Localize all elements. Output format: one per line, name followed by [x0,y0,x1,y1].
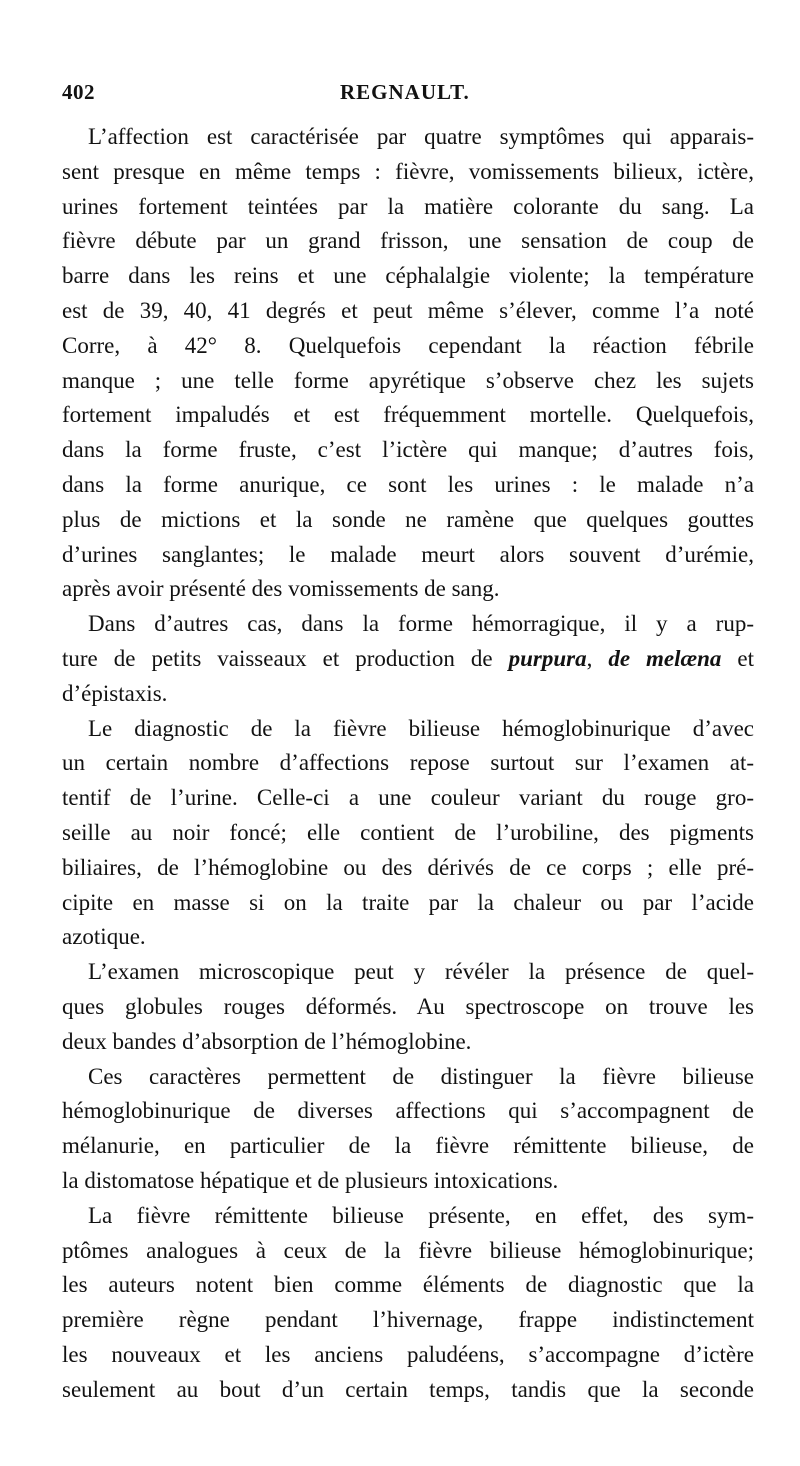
text-line: barre dans les reins et une céphalalgie violente; la température [62,263,754,289]
text-line: cipite en masse si on la traite par la chaleur ou par l’acide [62,889,754,915]
text-line: est de 39, 40, 41 degrés et peut même s’élever, comme l’a noté [62,297,754,323]
text-line: seulement au bout d’un certain temps, tandis que la seconde [62,1376,754,1402]
text-line: ques globules rouges déformés. Au spectroscope on trouve les [62,993,754,1019]
text-line: la distomatose hépatique et de plusieurs intoxications. [62,1167,559,1193]
paragraph-5 [62,1060,754,1199]
running-head: REGNAULT. [340,80,470,104]
text-line: tentif de l’urine. Celle-ci a une couleur variant du rouge gro- [62,785,754,811]
text-line: Corre, à 42° 8. Quelquefois cependant la réaction fébrile [62,332,754,358]
text-line: urines fortement teintées par la matière colorante du sang. La [62,193,754,219]
text-run: et [721,645,755,671]
text-line: ptômes analogues à ceux de la fièvre bilieuse hémoglobinurique; [62,1237,754,1263]
body-text [62,120,754,1407]
text-line: les auteurs notent bien comme éléments de diagnostic que la [62,1272,754,1298]
text-line: sent presque en même temps : fièvre, vomissements bilieux, ictère, [62,158,754,184]
paragraph-4 [62,955,754,1059]
text-line-with-italics [62,642,754,677]
text-line: Dans d’autres cas, dans la forme hémorragique, il y a rup- [88,611,754,637]
text-run: ture de petits vaisseaux et production de [62,645,493,671]
text-line: fièvre débute par un grand frisson, une sensation de coup de [62,228,754,254]
text-line: seille au noir foncé; elle contient de l’urobiline, des pigments [62,819,754,845]
text-line: hémoglobinurique de diverses affections qui s’accompagnent de [62,1098,754,1124]
text-line: d’urines sanglantes; le malade meurt alors souvent d’urémie, [62,541,754,567]
text-line: Ces caractères permettent de distinguer la fièvre bilieuse [88,1063,754,1089]
paragraph-1 [62,120,754,607]
text-line: deux bandes d’absorption de l’hémoglobine. [62,1028,472,1054]
page-number: 402 [62,80,95,104]
text-line: L’affection est caractérisée par quatre symptômes qui apparais- [88,124,754,149]
text-line: dans la forme fruste, c’est l’ictère qui manque; d’autres fois, [62,437,754,463]
text-line: azotique. [62,924,146,950]
text-run: , [586,645,609,671]
text-line: fortement impaludés et est fréquemment mortelle. Quelquefois, [62,402,754,428]
text-line: Le diagnostic de la fièvre bilieuse hémoglobinurique d’avec [88,715,754,741]
paragraph-2 [62,607,754,711]
text-line: après avoir présenté des vomissements de sang. [62,576,500,602]
text-line: d’épistaxis. [62,680,168,706]
text-line: plus de mictions et la sonde ne ramène que quelques gouttes [62,506,754,532]
paragraph-3 [62,712,754,956]
page-header [62,80,752,116]
text-line: mélanurie, en particulier de la fièvre rémittente bilieuse, de [62,1133,754,1159]
text-line: manque ; une telle forme apyrétique s’observe chez les sujets [62,367,754,393]
text-line: dans la forme anurique, ce sont les urines : le malade n’a [62,471,754,497]
text-line: les nouveaux et les anciens paludéens, s’accompagne d’ictère [62,1341,754,1367]
text-line: L’examen microscopique peut y révéler la présence de quel- [88,959,754,985]
italic-term-melaena: de melæna [608,645,722,671]
text-line: première règne pendant l’hivernage, frappe indistinctement [62,1307,754,1333]
paragraph-6 [62,1199,754,1408]
text-line: un certain nombre d’affections repose surtout sur l’examen at- [62,750,754,776]
italic-term-purpura: purpura [508,645,587,671]
text-line: biliaires, de l’hémoglobine ou des dérivés de ce corps ; elle pré- [62,854,754,880]
text-line: La fièvre rémittente bilieuse présente, en effet, des sym- [88,1202,754,1228]
